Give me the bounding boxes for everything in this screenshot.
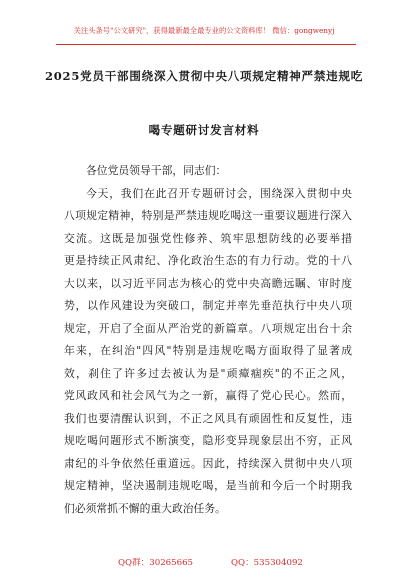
- body-line: 交流。这既是加强党性修养、筑牢思想防线的必要举措: [64, 231, 352, 245]
- body-line: 势，以作风建设为突破口，制定并率先垂范执行中央八项: [64, 299, 352, 312]
- body-line: 年来，在纠治"四风"特别是违规吃喝方面取得了显著成: [64, 344, 352, 357]
- header-divider: [56, 44, 356, 45]
- body-line: 规定精神，坚决遏制违规吃喝，是当前和今后一个时期我: [64, 479, 352, 492]
- body-line: 我们也要清醒认识到，不正之风具有顽固性和反复性，违: [64, 411, 352, 425]
- document-body: [64, 160, 352, 520]
- header-banner: 关注头条号"公文研究"，获得最新最全最专业的公文资料库！ 微信：gongwenyj: [73, 26, 335, 35]
- footer-qq-number: QQ：535304092: [231, 558, 303, 568]
- body-line: 肃纪的斗争依然任重道远。因此，持续深入贯彻中央八项: [64, 456, 352, 470]
- document-title-line-1: 2025党员干部围绕深入贯彻中央八项规定精神严禁违规吃: [44, 69, 364, 83]
- body-line: 规定，开启了全面从严治党的新篇章。八项规定出台十余: [64, 321, 352, 335]
- footer-qq-group: QQ群：30265665: [118, 558, 194, 568]
- body-line: 大以来，以习近平同志为核心的党中央高瞻远瞩、审时度: [64, 276, 352, 290]
- body-line: 党风政风和社会风气为之一新，赢得了党心民心。然而，: [64, 389, 352, 402]
- body-line: 们必须常抓不懈的重大政治任务。: [64, 501, 226, 515]
- body-line: 规吃喝问题形式不断演变，隐形变异现象层出不穷，正风: [64, 434, 352, 447]
- body-line: 八项规定精神，特别是严禁违规吃喝这一重要议题进行深入: [64, 209, 352, 222]
- document-title-line-2: 喝专题研讨发言材料: [148, 123, 260, 137]
- body-line: 今天，我们在此召开专题研讨会，围绕深入贯彻中央: [86, 186, 352, 200]
- salutation: 各位党员领导干部，同志们：: [86, 164, 227, 177]
- body-line: 效，刹住了许多过去被认为是"顽瘴痼疾"的不正之风，: [64, 366, 352, 380]
- body-line: 更是持续正风肃纪、净化政治生态的有力行动。党的十八: [64, 254, 352, 267]
